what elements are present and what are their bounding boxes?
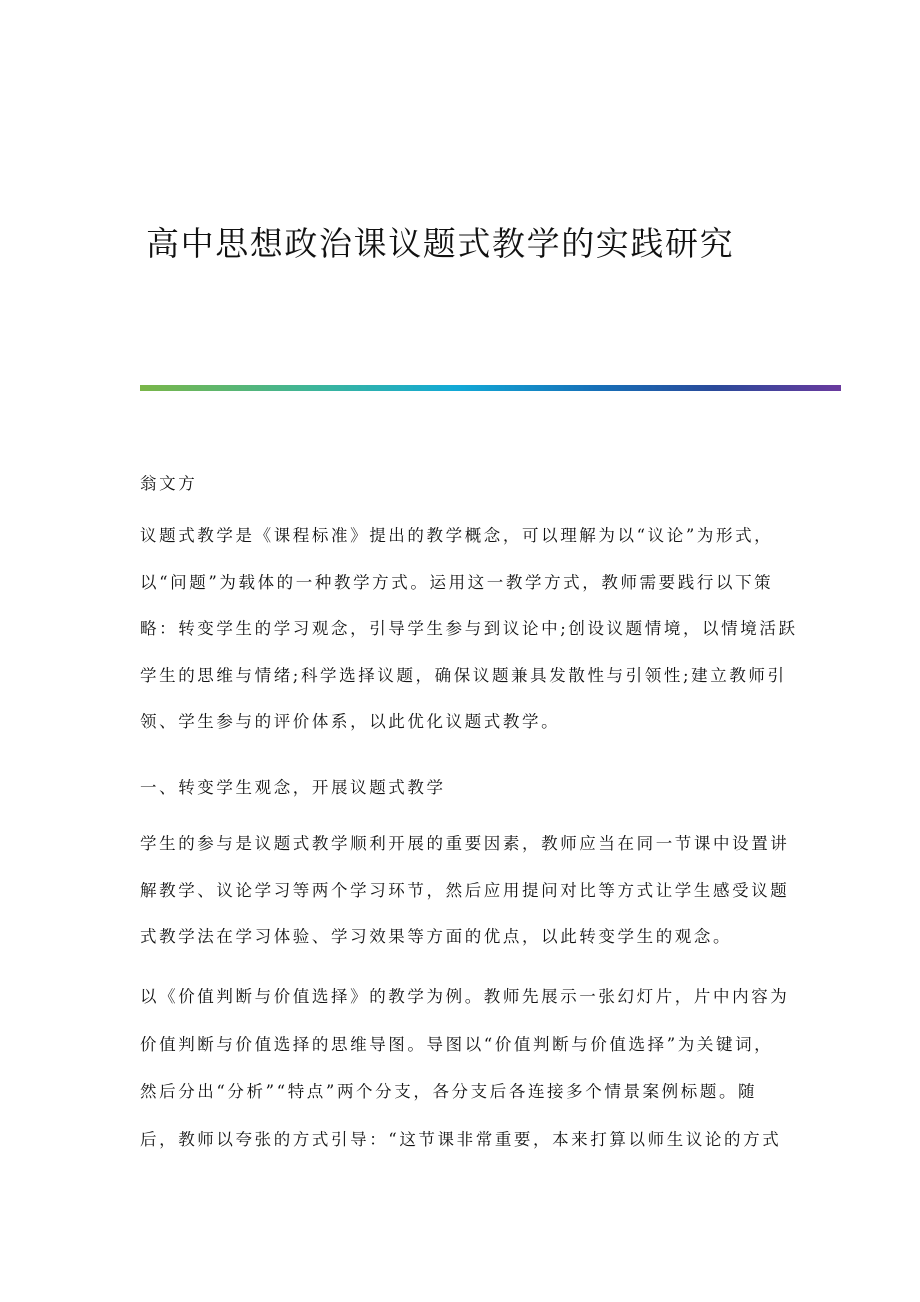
- text-line: 式教学法在学习体验、学习效果等方面的优点，以此转变学生的观念。: [140, 927, 733, 946]
- text-line: 学生的参与是议题式教学顺利开展的重要因素，教师应当在同一节课中设置讲: [140, 834, 790, 853]
- text-line: 学生的思维与情绪;科学选择议题，确保议题兼具发散性与引领性;建立教师引: [140, 666, 787, 685]
- document-title: 高中思想政治课议题式教学的实践研究: [146, 224, 735, 263]
- gradient-divider: [140, 385, 841, 391]
- section-heading: 一、转变学生观念，开展议题式教学: [140, 778, 446, 797]
- text-line: 价值判断与价值选择的思维导图。导图以“价值判断与价值选择”为关键词，: [140, 1035, 774, 1054]
- text-line: 略：转变学生的学习观念，引导学生参与到议论中;创设议题情境，以情境活跃: [140, 619, 798, 638]
- text-line: 以《价值判断与价值选择》的教学为例。教师先展示一张幻灯片，片中内容为: [140, 987, 790, 1006]
- text-line: 以“问题”为载体的一种教学方式。运用这一教学方式，教师需要践行以下策: [140, 573, 774, 592]
- text-line: 后，教师以夸张的方式引导：“这节课非常重要，本来打算以师生议论的方式: [140, 1130, 782, 1149]
- text-line: 议题式教学是《课程标准》提出的教学概念，可以理解为以“议论”为形式，: [140, 526, 774, 545]
- author-name: 翁文方: [140, 474, 198, 493]
- text-line: 解教学、议论学习等两个学习环节，然后应用提问对比等方式让学生感受议题: [140, 881, 790, 900]
- text-line: 领、学生参与的评价体系，以此优化议题式教学。: [140, 712, 561, 731]
- text-line: 然后分出“分析”“特点”两个分支，各分支后各连接多个情景案例标题。随: [140, 1082, 758, 1101]
